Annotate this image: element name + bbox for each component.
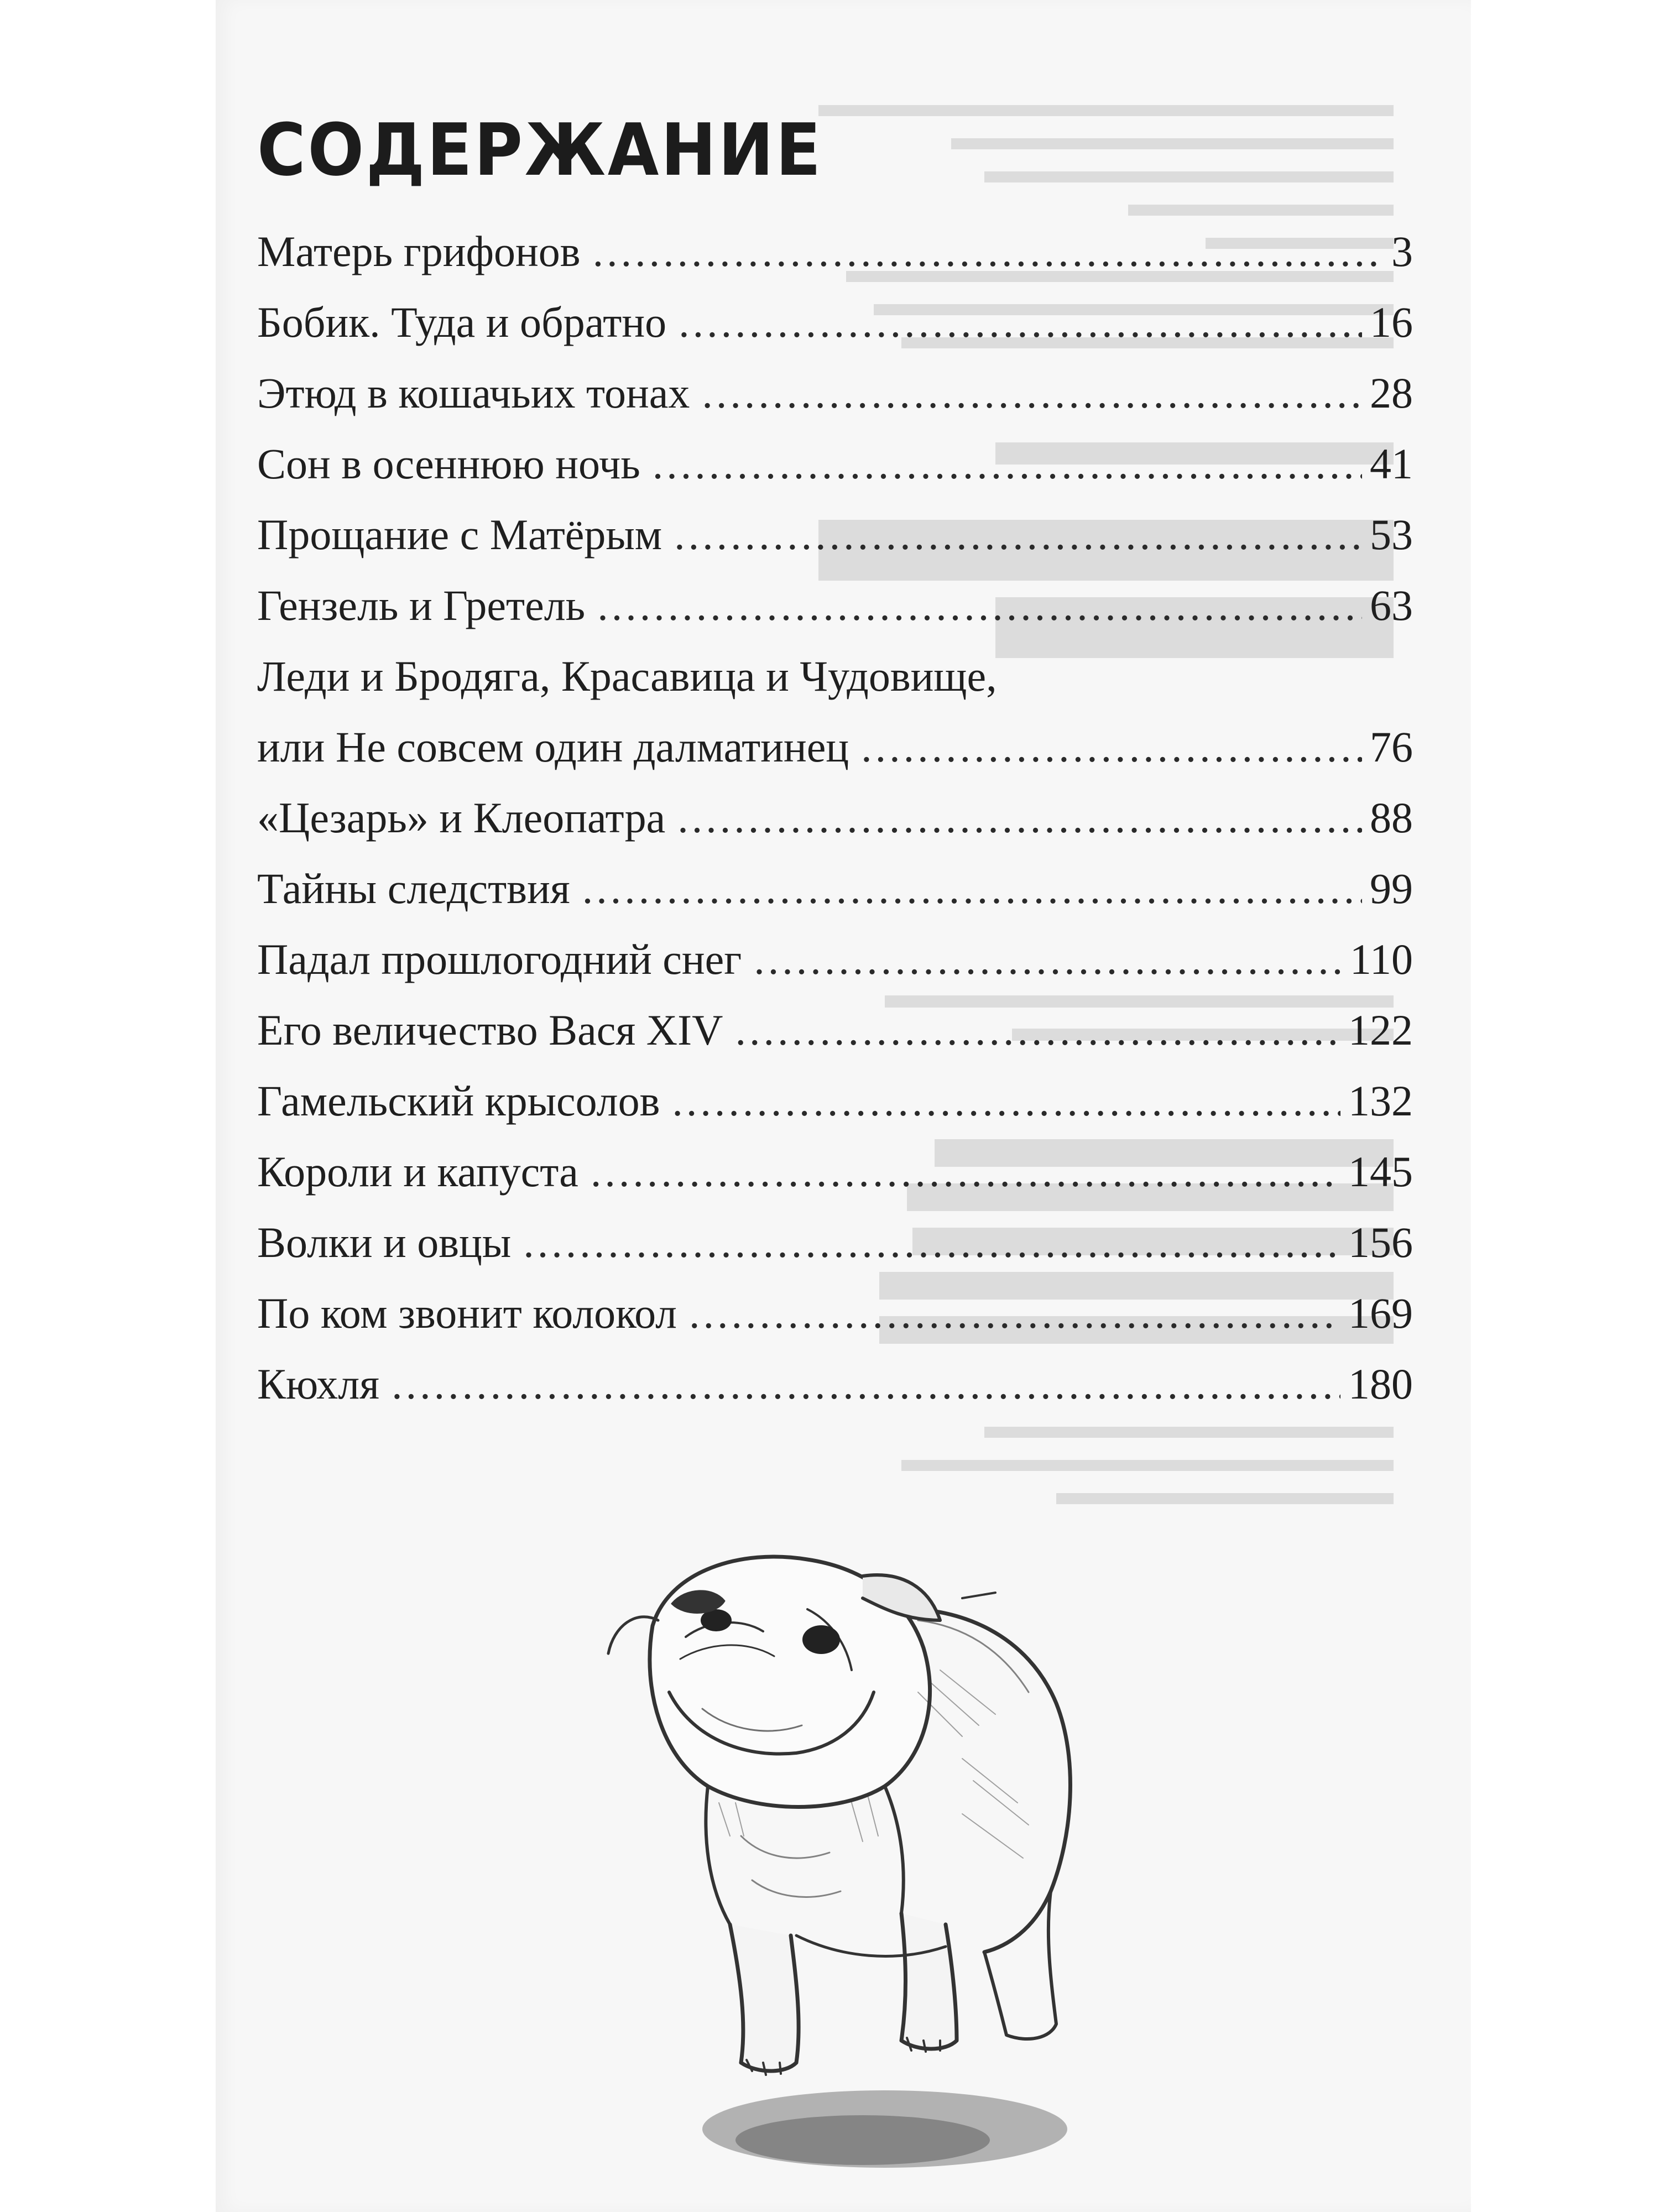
toc-entry xyxy=(257,570,1413,630)
toc-page-number: 145 xyxy=(1348,1147,1413,1196)
dot-leader xyxy=(674,510,1362,560)
toc-entry-title: Бобик. Туда и обратно xyxy=(257,298,667,346)
dot-leader xyxy=(582,864,1362,914)
toc-page-number: 88 xyxy=(1370,794,1413,842)
toc-entry xyxy=(257,924,1413,984)
toc-entry-title: «Цезарь» и Клеопатра xyxy=(257,794,666,842)
toc-entry-title: Гензель и Гретель xyxy=(257,581,586,629)
toc-entry-title: Гамельский крысолов xyxy=(257,1077,660,1125)
dot-leader xyxy=(672,1076,1340,1126)
toc-entry xyxy=(257,782,1413,843)
dot-leader xyxy=(702,368,1362,418)
toc-page-number: 110 xyxy=(1349,935,1413,983)
dot-leader xyxy=(523,1218,1340,1267)
toc-entry xyxy=(257,1277,1413,1338)
toc-page-number: 132 xyxy=(1348,1077,1413,1125)
bulldog-illustration xyxy=(575,1526,1128,2190)
toc-entry xyxy=(257,1136,1413,1197)
toc-page-number: 76 xyxy=(1370,723,1413,771)
toc-page-number: 122 xyxy=(1348,1006,1413,1054)
toc-entry xyxy=(257,499,1413,560)
toc-entry xyxy=(257,428,1413,489)
dot-leader xyxy=(689,1288,1340,1338)
toc-entry-title: Короли и капуста xyxy=(257,1147,578,1196)
toc-entry-title: Падал прошлогодний снег xyxy=(257,935,742,983)
toc-entry-title: Матерь грифонов xyxy=(257,227,581,275)
toc-page-number: 169 xyxy=(1348,1289,1413,1337)
dot-leader xyxy=(679,298,1362,347)
toc-page-number: 99 xyxy=(1370,864,1413,912)
dot-leader xyxy=(735,1005,1340,1055)
toc-page-number: 180 xyxy=(1348,1360,1413,1408)
toc-entry-title: Тайны следствия xyxy=(257,864,570,912)
toc-page-number: 41 xyxy=(1370,440,1413,488)
dot-leader xyxy=(591,1147,1340,1197)
toc-page-number: 156 xyxy=(1348,1218,1413,1266)
toc-entry-title: По ком звонит колокол xyxy=(257,1289,677,1337)
toc-entry xyxy=(257,1065,1413,1126)
toc-entry-title: Волки и овцы xyxy=(257,1218,512,1266)
toc-entry-title: или Не совсем один далматинец xyxy=(257,723,849,771)
toc-entry-title: Прощание с Матёрым xyxy=(257,510,662,559)
toc-entry-title: Кюхля xyxy=(257,1360,380,1408)
dot-leader xyxy=(861,722,1362,772)
toc-entry-title: Его величество Вася XIV xyxy=(257,1006,723,1054)
toc-page-number: 3 xyxy=(1391,227,1413,275)
toc-entry-title-line1: Леди и Бродяга, Красавица и Чудовище, xyxy=(257,652,997,700)
toc-entry xyxy=(257,357,1413,418)
toc-page-number: 16 xyxy=(1370,298,1413,346)
toc-entry xyxy=(257,216,1413,276)
dot-leader xyxy=(593,227,1384,276)
toc-page-number: 28 xyxy=(1370,369,1413,417)
dot-leader xyxy=(597,581,1362,630)
toc-page-number: 63 xyxy=(1370,581,1413,629)
toc-entry xyxy=(257,652,1413,772)
toc-entry xyxy=(257,853,1413,914)
page-title: СОДЕРЖАНИЕ xyxy=(257,108,823,192)
toc-entry xyxy=(257,1348,1413,1409)
toc-entry-title: Сон в осеннюю ночь xyxy=(257,440,640,488)
dot-leader xyxy=(392,1359,1340,1409)
dot-leader xyxy=(754,935,1342,984)
dot-leader xyxy=(677,793,1362,843)
toc-entry xyxy=(257,994,1413,1055)
toc-entry-title: Этюд в кошачьих тонах xyxy=(257,369,690,417)
toc-entry xyxy=(257,1207,1413,1267)
dot-leader xyxy=(653,439,1362,489)
toc-page-number: 53 xyxy=(1370,510,1413,559)
toc-entry xyxy=(257,286,1413,347)
